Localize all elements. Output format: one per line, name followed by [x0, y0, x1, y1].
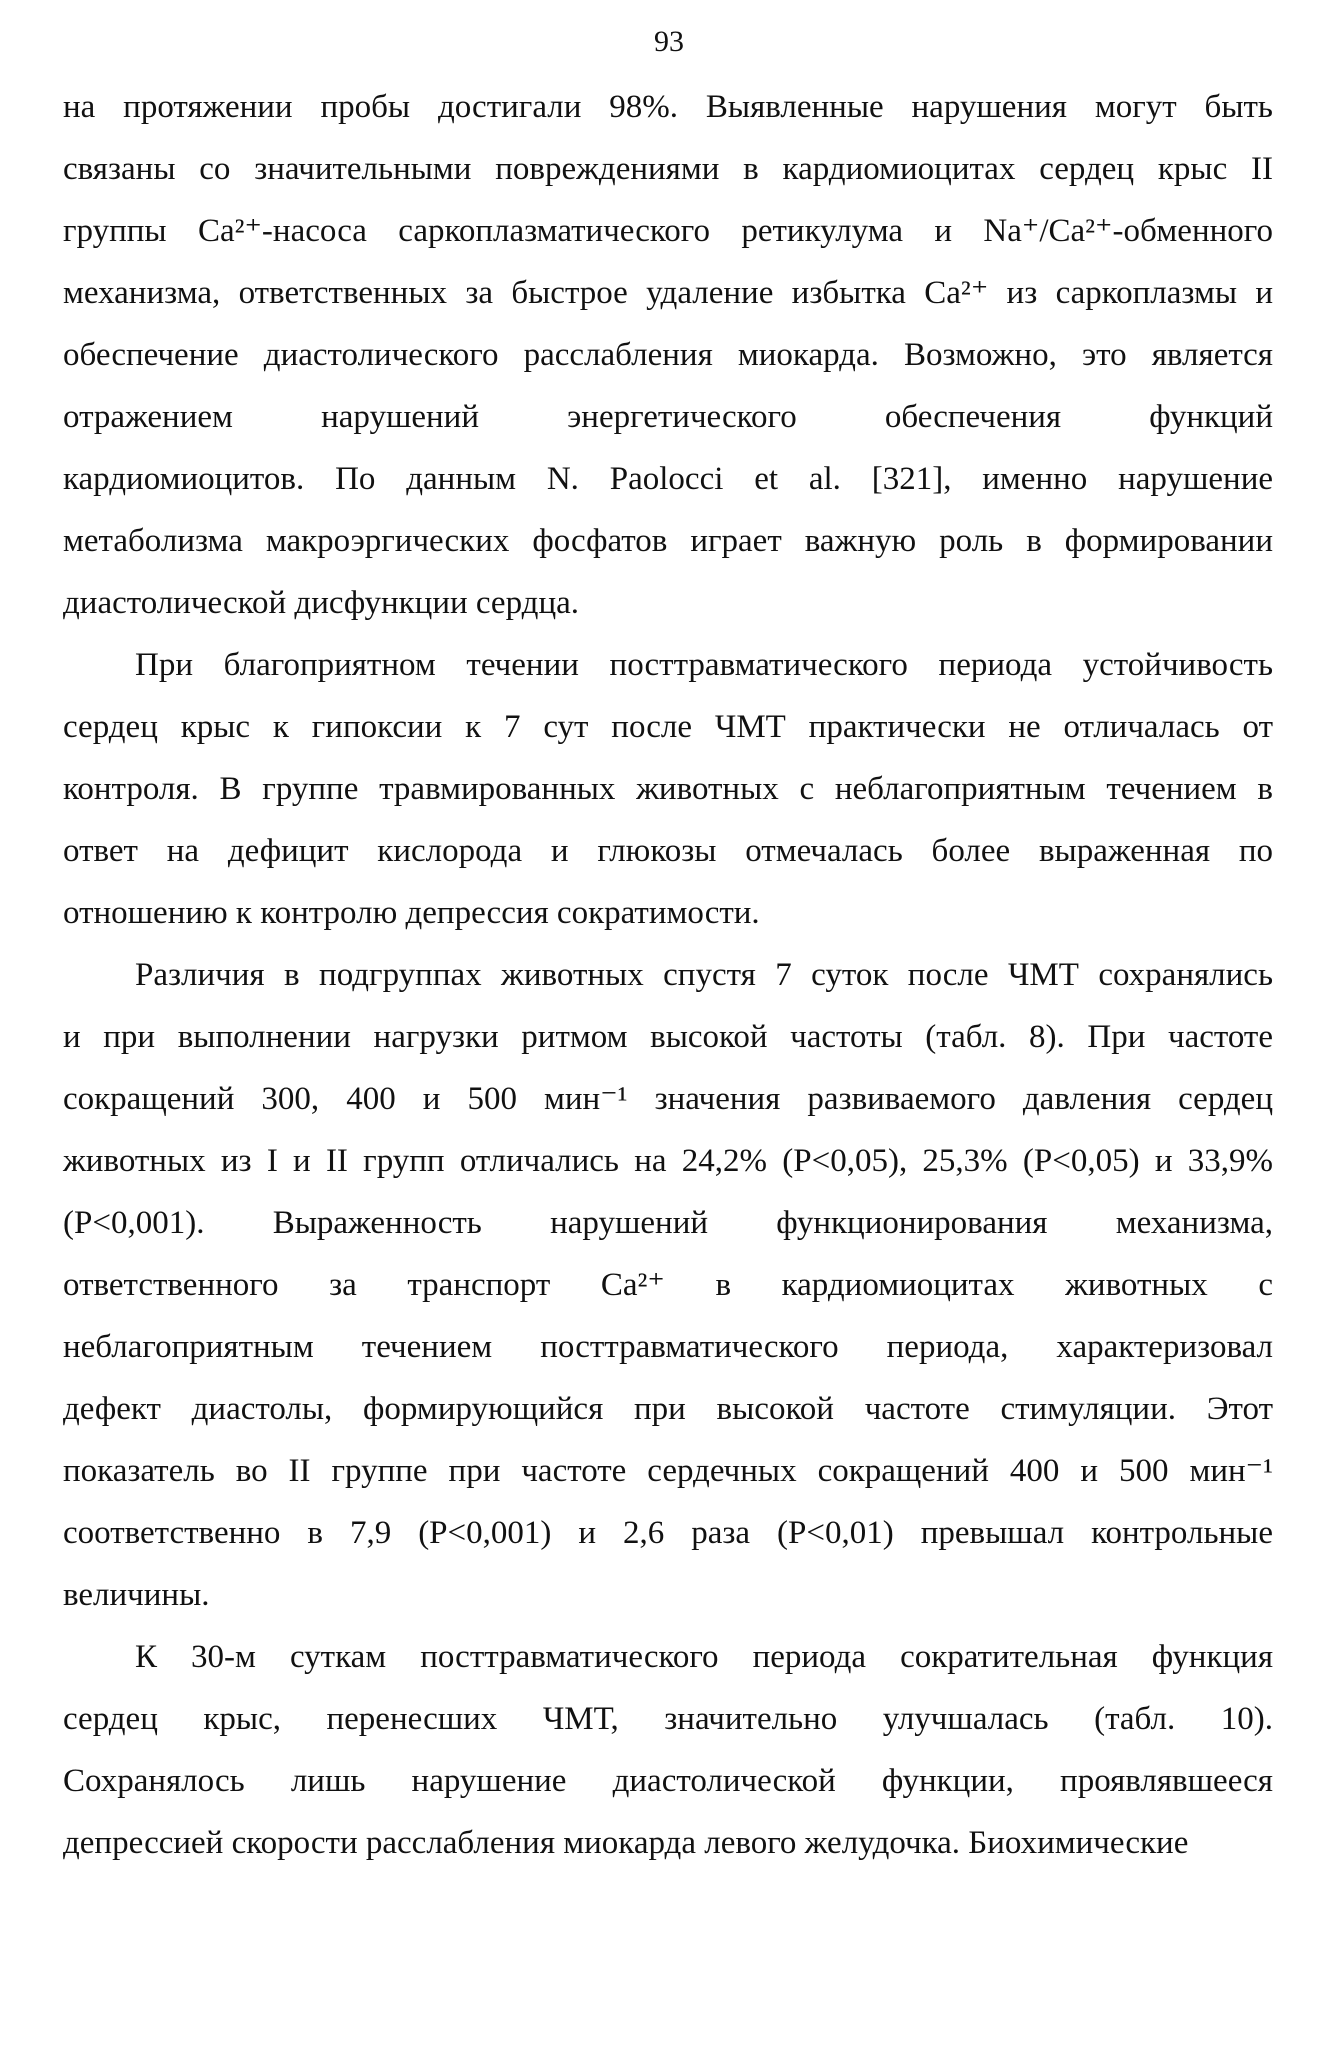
text-line: соответственно в 7,9 (P<0,001) и 2,6 раза (P<0,01) превышал контрольные: [63, 1515, 1273, 1551]
text-line: величины.: [63, 1577, 210, 1613]
text-line: диастолической дисфункции сердца.: [63, 585, 579, 621]
text-line: на протяжении пробы достигали 98%. Выявленные нарушения могут быть: [63, 89, 1273, 125]
paragraph-3: [63, 944, 1273, 1626]
text-line: К 30-м суткам посттравматического периода сократительная функция: [135, 1639, 1273, 1675]
text-line: механизма, ответственных за быстрое удаление избытка Ca²⁺ из саркоплазмы и: [63, 275, 1273, 311]
text-line: отношению к контролю депрессия сократимости.: [63, 895, 760, 931]
text-line: обеспечение диастолического расслабления миокарда. Возможно, это является: [63, 337, 1273, 373]
text-line: (P<0,001). Выраженность нарушений функционирования механизма,: [63, 1205, 1273, 1241]
text-line: отражением нарушений энергетического обеспечения функций: [63, 399, 1273, 435]
text-line: кардиомиоцитов. По данным N. Paolocci et al. [321], именно нарушение: [63, 461, 1273, 497]
text-line: сердец крыс, перенесших ЧМТ, значительно улучшалась (табл. 10).: [63, 1701, 1273, 1737]
text-line: животных из I и II групп отличались на 24,2% (P<0,05), 25,3% (P<0,05) и 33,9%: [63, 1143, 1273, 1179]
paragraph-4: [63, 1626, 1273, 1874]
text-line: При благоприятном течении посттравматического периода устойчивость: [135, 647, 1273, 683]
document-body: [63, 76, 1273, 1874]
text-line: сердец крыс к гипоксии к 7 сут после ЧМТ практически не отличалась от: [63, 709, 1273, 745]
text-line: контроля. В группе травмированных животных с неблагоприятным течением в: [63, 771, 1273, 807]
paragraph-2: [63, 634, 1273, 944]
text-line: Сохранялось лишь нарушение диастолической функции, проявлявшееся: [63, 1763, 1273, 1799]
page-number: 93: [654, 25, 684, 58]
paragraph-1: [63, 76, 1273, 634]
text-line: связаны со значительными повреждениями в кардиомиоцитах сердец крыс II: [63, 151, 1273, 187]
text-line: группы Ca²⁺-насоса саркоплазматического ретикулума и Na⁺/Ca²⁺-обменного: [63, 213, 1273, 249]
text-line: неблагоприятным течением посттравматического периода, характеризовал: [63, 1329, 1273, 1365]
text-line: и при выполнении нагрузки ритмом высокой частоты (табл. 8). При частоте: [63, 1019, 1273, 1055]
text-line: ответ на дефицит кислорода и глюкозы отмечалась более выраженная по: [63, 833, 1273, 869]
text-line: депрессией скорости расслабления миокарда левого желудочка. Биохимические: [63, 1825, 1189, 1861]
text-line: дефект диастолы, формирующийся при высокой частоте стимуляции. Этот: [63, 1391, 1273, 1427]
text-line: сокращений 300, 400 и 500 мин⁻¹ значения развиваемого давления сердец: [63, 1081, 1273, 1117]
text-line: ответственного за транспорт Ca²⁺ в кардиомиоцитах животных с: [63, 1267, 1273, 1303]
text-line: метаболизма макроэргических фосфатов играет важную роль в формировании: [63, 523, 1273, 559]
text-line: показатель во II группе при частоте сердечных сокращений 400 и 500 мин⁻¹: [63, 1453, 1273, 1489]
text-line: Различия в подгруппах животных спустя 7 суток после ЧМТ сохранялись: [135, 957, 1273, 993]
